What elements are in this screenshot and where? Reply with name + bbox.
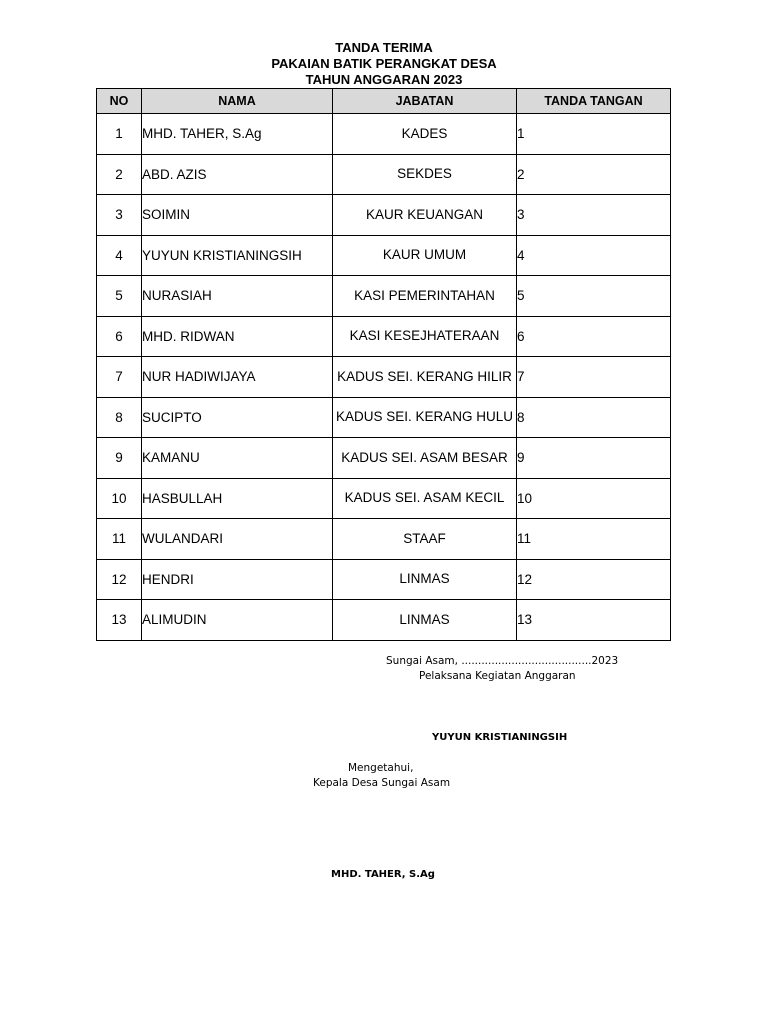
document-title: TANDA TERIMA: [335, 40, 433, 55]
row-position: KADUS SEI. ASAM BESAR: [333, 438, 517, 479]
row-signature: 5: [517, 276, 671, 317]
row-position: KAUR UMUM: [333, 235, 517, 276]
row-signature: 2: [517, 154, 671, 195]
row-signature: 9: [517, 438, 671, 479]
row-signature: 10: [517, 478, 671, 519]
table-row: [97, 559, 671, 600]
row-name: SUCIPTO: [142, 397, 333, 438]
row-number: 9: [97, 438, 142, 479]
executor-title: Pelaksana Kegiatan Anggaran: [419, 670, 576, 682]
row-name: SOIMIN: [142, 195, 333, 236]
row-position: LINMAS: [333, 559, 517, 600]
row-signature: 6: [517, 316, 671, 357]
row-position: LINMAS: [333, 600, 517, 641]
row-number: 4: [97, 235, 142, 276]
row-name: NUR HADIWIJAYA: [142, 357, 333, 398]
table-row: [97, 235, 671, 276]
document-subtitle: PAKAIAN BATIK PERANGKAT DESA: [271, 56, 497, 71]
row-name: ABD. AZIS: [142, 154, 333, 195]
row-name: HENDRI: [142, 559, 333, 600]
row-name: NURASIAH: [142, 276, 333, 317]
row-name: HASBULLAH: [142, 478, 333, 519]
table-row: [97, 519, 671, 560]
table-body: [97, 114, 671, 641]
table-header-row: [97, 89, 671, 114]
row-name: MHD. RIDWAN: [142, 316, 333, 357]
table-row: [97, 438, 671, 479]
place-date: Sungai Asam, .......................................2023: [386, 655, 619, 667]
row-name: WULANDARI: [142, 519, 333, 560]
row-number: 13: [97, 600, 142, 641]
row-position: SEKDES: [333, 154, 517, 195]
receipt-table: [96, 88, 671, 641]
table-row: [97, 600, 671, 641]
table-row: [97, 195, 671, 236]
table-row: [97, 276, 671, 317]
column-header-nama: NAMA: [142, 89, 333, 114]
table-row: [97, 478, 671, 519]
row-position: KASI KESEJHATERAAN: [333, 316, 517, 357]
row-number: 7: [97, 357, 142, 398]
column-header-tanda-tangan: TANDA TANGAN: [517, 89, 671, 114]
row-number: 3: [97, 195, 142, 236]
row-number: 2: [97, 154, 142, 195]
row-position: KADUS SEI. KERANG HILIR: [333, 357, 517, 398]
row-number: 11: [97, 519, 142, 560]
column-header-no: NO: [97, 89, 142, 114]
row-signature: 13: [517, 600, 671, 641]
row-signature: 12: [517, 559, 671, 600]
row-name: YUYUN KRISTIANINGSIH: [142, 235, 333, 276]
table-row: [97, 316, 671, 357]
row-number: 12: [97, 559, 142, 600]
row-name: KAMANU: [142, 438, 333, 479]
row-position: STAAF: [333, 519, 517, 560]
table-row: [97, 357, 671, 398]
row-position: KADUS SEI. KERANG HULU: [333, 397, 517, 438]
row-number: 8: [97, 397, 142, 438]
table-row: [97, 397, 671, 438]
row-signature: 8: [517, 397, 671, 438]
executor-name: YUYUN KRISTIANINGSIH: [432, 732, 568, 743]
budget-year: TAHUN ANGGARAN 2023: [305, 72, 463, 87]
row-name: ALIMUDIN: [142, 600, 333, 641]
row-position: KADES: [333, 114, 517, 155]
table-row: [97, 154, 671, 195]
row-signature: 4: [517, 235, 671, 276]
row-position: KADUS SEI. ASAM KECIL: [333, 478, 517, 519]
row-signature: 11: [517, 519, 671, 560]
row-name: MHD. TAHER, S.Ag: [142, 114, 333, 155]
table-row: [97, 114, 671, 155]
row-signature: 7: [517, 357, 671, 398]
row-position: KAUR KEUANGAN: [333, 195, 517, 236]
row-signature: 3: [517, 195, 671, 236]
row-position: KASI PEMERINTAHAN: [333, 276, 517, 317]
village-head-name: MHD. TAHER, S.Ag: [331, 869, 435, 880]
row-signature: 1: [517, 114, 671, 155]
row-number: 6: [97, 316, 142, 357]
row-number: 5: [97, 276, 142, 317]
column-header-jabatan: JABATAN: [333, 89, 517, 114]
row-number: 10: [97, 478, 142, 519]
acknowledged-label: Mengetahui,: [348, 762, 414, 774]
village-head-title: Kepala Desa Sungai Asam: [313, 777, 451, 789]
row-number: 1: [97, 114, 142, 155]
